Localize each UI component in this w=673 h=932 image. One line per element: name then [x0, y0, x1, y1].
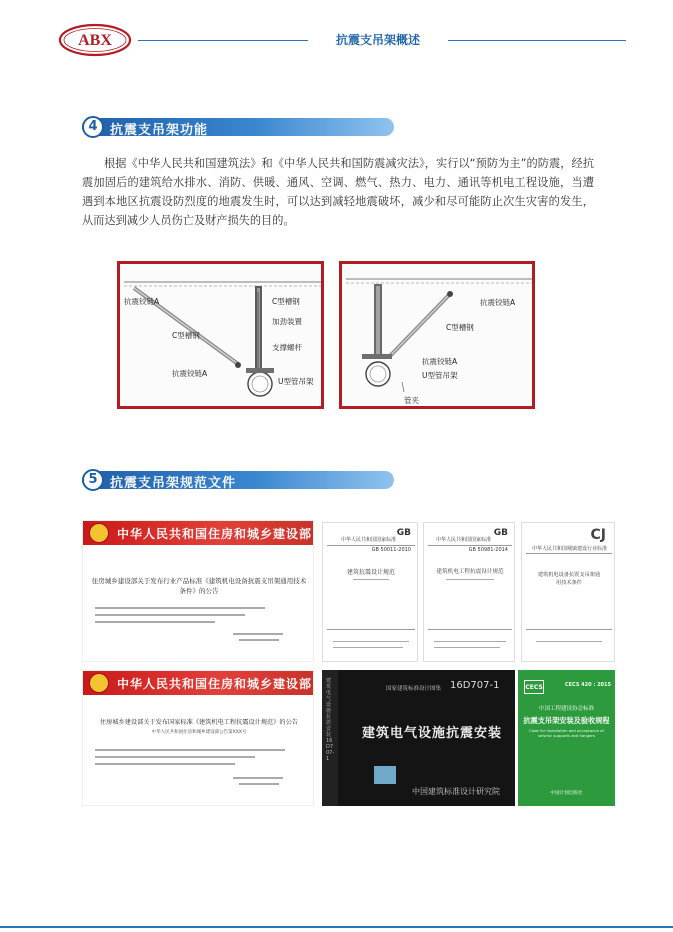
doc-publisher: 中国计划出版社 — [550, 791, 583, 796]
label-u-bracket: U型管吊架 — [278, 377, 314, 386]
document-16d707 — [322, 670, 515, 806]
document-gb50011 — [322, 522, 418, 662]
document-cecs420 — [518, 670, 615, 806]
doc-code: GB 50011-2010 — [371, 547, 411, 553]
doc-title: 建筑机电设备抗震支吊架通用技术条件 — [537, 572, 601, 586]
doc-org: 中华人民共和国国家标准 — [341, 537, 397, 543]
doc-red-banner — [83, 521, 313, 545]
doc-org: 中国工程建设协会标准 — [538, 706, 594, 712]
section-title: 抗震支吊架功能 — [110, 123, 209, 138]
text-line — [95, 607, 265, 609]
header-rule-left — [138, 40, 308, 41]
diagram-2-drawing — [342, 264, 532, 406]
doc-org: 中华人民共和国国家标准 — [436, 537, 492, 543]
doc-org: 中华人民共和国城镇建设行业标准 — [532, 546, 608, 552]
cecs-logo-icon: CECS — [524, 680, 544, 694]
footer-rule — [0, 926, 673, 928]
document-gb50981 — [423, 522, 515, 662]
text-line — [95, 756, 255, 758]
label-hinge-a-top: 抗震铰链A — [480, 298, 516, 307]
rule — [327, 629, 415, 630]
doc-banner-title: 中华人民共和国住房和城乡建设部 — [117, 527, 313, 541]
gb-badge: GB — [396, 528, 411, 538]
document-cj-standard — [521, 522, 615, 662]
label-hinge-a-bottom: 抗震铰链A — [422, 357, 458, 366]
doc-series: 国家建筑标准设计图集 — [386, 686, 442, 692]
doc-banner-title: 中华人民共和国住房和城乡建设部 — [117, 677, 313, 691]
rule — [526, 629, 612, 630]
text-line — [233, 633, 283, 635]
text-line — [233, 777, 283, 779]
national-emblem-icon — [89, 523, 109, 543]
logo-text: ABX — [78, 32, 112, 49]
label-c-channel-right: C型槽钢 — [272, 297, 300, 306]
doc-title: 建筑电气设施抗震安装 — [362, 726, 503, 741]
doc-spine-text: 建筑电气设施抗震安装 16D707-1 — [326, 678, 335, 762]
text-line — [446, 579, 494, 580]
label-hinge-a-top: 抗震铰链A — [124, 297, 160, 306]
doc-red-banner — [83, 671, 313, 695]
doc-heading: 住房城乡建设部关于发布行业产品标准《建筑机电设备抗震支吊架通用技术条件》的公告 — [91, 577, 307, 595]
gb-badge: GB — [493, 528, 508, 538]
diagram-support-with-rod — [117, 261, 324, 409]
text-line — [434, 647, 500, 648]
section-5-header — [82, 469, 394, 491]
label-clamp: 管夹 — [404, 396, 419, 405]
cj-badge: CJ — [590, 527, 606, 543]
text-line — [95, 614, 245, 616]
doc-title: 抗震支吊架安装及验收规程 — [523, 716, 610, 725]
rule — [428, 545, 512, 546]
text-line — [239, 639, 279, 641]
text-line — [95, 749, 285, 751]
doc-code: GB 50981-2014 — [468, 547, 508, 553]
section-4-header — [82, 116, 394, 138]
label-rod: 支撑螺杆 — [272, 343, 302, 352]
certification-sticker — [374, 766, 396, 784]
text-line — [333, 647, 403, 648]
doc-title: 建筑机电工程抗震设计规范 — [436, 569, 504, 575]
section-4-paragraph: 根据《中华人民共和国建筑法》和《中华人民共和国防震减灾法》，实行以“预防为主”的防震，经抗震加固后的建筑给水排水、消防、供暖、通风、空调、燃气、热力、电力、通讯等机电工程设施，当遭遇到本地区抗震设防烈度的地震发生时，可以达到减轻地震破坏，减少和尽可能防止次生灾害的发生，从而达到减少人员伤亡及财产损失的目的。 — [82, 157, 594, 227]
text-line — [239, 783, 279, 785]
rule — [428, 629, 512, 630]
label-u-bracket: U型管吊架 — [422, 371, 458, 380]
text-line — [536, 641, 602, 642]
doc-subtitle: Code for installation and acceptance of seismic supports and hangers — [529, 728, 604, 738]
doc-subheading: 中华人民共和国住房和城乡建设部公告第XXX号 — [151, 730, 247, 735]
text-line — [333, 641, 409, 642]
national-emblem-icon — [89, 673, 109, 693]
section-number: 4 — [82, 116, 104, 138]
label-c-channel-left: C型槽钢 — [172, 331, 200, 340]
text-line — [95, 763, 235, 765]
doc-code: CECS 420 : 2015 — [564, 682, 611, 688]
text-line — [95, 621, 215, 623]
text-line — [434, 641, 506, 642]
doc-publisher: 中国建筑标准设计研究院 — [412, 787, 500, 796]
label-hinge-a-bottom: 抗震铰链A — [172, 369, 208, 378]
rule — [526, 553, 612, 554]
label-c-channel: C型槽钢 — [446, 323, 474, 332]
doc-title: 建筑抗震设计规范 — [346, 569, 395, 576]
diagram-support-with-clamp — [339, 261, 535, 409]
doc-heading: 住房城乡建设部关于发布国家标准《建筑机电工程抗震设计规范》的公告 — [100, 719, 298, 726]
doc-code: 16D707-1 — [450, 680, 500, 691]
page-title: 抗震支吊架概述 — [336, 33, 421, 47]
abx-logo — [58, 23, 132, 57]
document-announcement-1 — [82, 520, 314, 662]
rule — [327, 545, 415, 546]
document-announcement-2 — [82, 670, 314, 806]
header-rule-right — [448, 40, 626, 41]
text-line — [353, 579, 389, 580]
section-title: 抗震支吊架规范文件 — [110, 476, 237, 491]
label-reinforce: 加劲装置 — [272, 317, 302, 326]
section-number: 5 — [82, 469, 104, 491]
